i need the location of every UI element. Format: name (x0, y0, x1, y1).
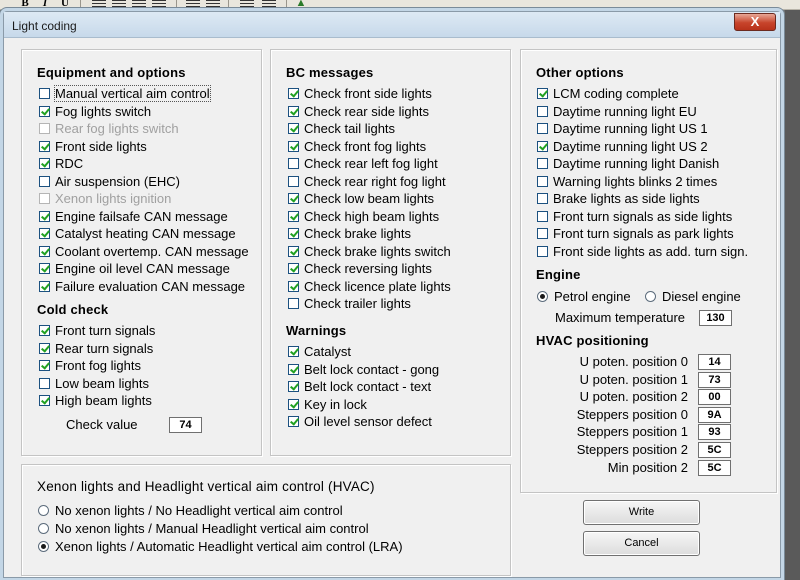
checkbox-label: Coolant overtemp. CAN message (55, 243, 249, 259)
xenon-radio-2[interactable] (38, 520, 369, 537)
xenon-radio-1[interactable] (38, 502, 343, 519)
checkmark-icon (288, 88, 299, 99)
checkbox-label: Manual vertical aim control (55, 86, 210, 101)
petrol-engine-radio[interactable] (537, 288, 631, 305)
max-temp-label: Maximum temperature (555, 310, 686, 325)
checkmark-icon (288, 281, 299, 292)
checkbox-manual-vertical-aim-control[interactable] (39, 85, 210, 102)
checkbox-rdc[interactable] (39, 155, 83, 172)
checkbox-label: Check brake lights (304, 226, 411, 241)
checkbox-label: Engine oil level CAN message (55, 261, 230, 276)
checkbox-check-rear-side-lights[interactable] (288, 103, 429, 120)
checkbox-label: Daytime running light Danish (553, 156, 720, 171)
checkbox-box (537, 228, 548, 239)
checkbox-check-reversing-lights[interactable] (288, 260, 432, 277)
radio-label: Petrol engine (554, 289, 631, 304)
hvac-label-steppers-position-0: Steppers position 0 (576, 406, 688, 422)
checkbox-warning-lights-blinks-2-times[interactable] (537, 173, 717, 190)
checkbox-label: Xenon lights ignition (55, 191, 172, 206)
checkbox-coolant-overtemp-can-message[interactable] (39, 243, 249, 260)
checkbox-label: Check licence plate lights (304, 278, 451, 294)
checkbox-label: Check rear side lights (304, 103, 429, 119)
checkbox-box (39, 176, 50, 187)
bullet-list-icon[interactable] (186, 0, 200, 8)
outdent-icon[interactable] (240, 0, 254, 8)
checkbox-air-suspension-ehc[interactable] (39, 173, 180, 190)
checkmark-icon (39, 325, 50, 336)
diesel-engine-radio[interactable] (645, 288, 741, 305)
hvac-field-steppers-position-1[interactable]: 93 (698, 424, 731, 440)
checkbox-label: Key in lock (304, 396, 367, 412)
toolbar-separator (286, 0, 287, 10)
bc-messages-title: BC messages (286, 65, 374, 80)
checkbox-box (39, 193, 50, 204)
checkmark-icon (288, 106, 299, 117)
checkmark-icon (39, 246, 50, 257)
checkbox-daytime-running-light-us-1[interactable] (537, 120, 708, 137)
checkbox-label: Front side lights (55, 138, 147, 154)
checkbox-label: Failure evaluation CAN message (55, 278, 246, 294)
checkbox-label: High beam lights (55, 393, 152, 408)
checkbox-check-front-side-lights[interactable] (288, 85, 432, 102)
checkmark-icon (288, 364, 299, 375)
checkbox-failure-evaluation-can-message[interactable] (39, 278, 245, 295)
checkbox-box (39, 88, 50, 99)
checkbox-front-turn-signals[interactable] (39, 322, 155, 339)
light-coding-dialog (3, 11, 781, 578)
checkmark-icon (537, 88, 548, 99)
checkmark-icon (39, 158, 50, 169)
checkbox-belt-lock-contact-gong[interactable] (288, 361, 439, 378)
checkbox-label: Check rear right fog light (304, 173, 446, 189)
checkbox-box (39, 378, 50, 389)
checkbox-box (288, 176, 299, 187)
checkbox-label: Check tail lights (304, 121, 396, 136)
checkbox-box (537, 158, 548, 169)
checkbox-label: Front turn signals as side lights (553, 208, 733, 224)
checkbox-high-beam-lights[interactable] (39, 392, 152, 409)
bc-messages-group (270, 49, 511, 456)
checkmark-icon (288, 416, 299, 427)
radio-label: No xenon lights / Manual Headlight vertical aim control (55, 521, 369, 536)
checkmark-icon (288, 193, 299, 204)
cold-check-title: Cold check (37, 302, 109, 317)
other-options-group (520, 49, 777, 493)
equipment-title: Equipment and options (37, 65, 186, 80)
toolbar-separator (228, 0, 229, 10)
cancel-button[interactable]: Cancel (583, 531, 700, 556)
checkbox-check-brake-lights[interactable] (288, 225, 411, 242)
checkbox-catalyst-heating-can-message[interactable] (39, 225, 236, 242)
equipment-group (21, 49, 262, 456)
toolbar-separator (176, 0, 177, 10)
radio-indicator (645, 291, 656, 302)
engine-title: Engine (536, 267, 581, 282)
checkbox-front-turn-signals-as-park-lights[interactable] (537, 225, 734, 242)
checkmark-icon (39, 106, 50, 117)
checkbox-label: Daytime running light US 1 (553, 121, 708, 136)
hvac-label-steppers-position-1: Steppers position 1 (576, 424, 688, 440)
checkbox-label: Front turn signals (55, 323, 156, 338)
checkbox-box (288, 158, 299, 169)
indent-icon[interactable] (262, 0, 276, 8)
checkbox-daytime-running-light-danish[interactable] (537, 155, 719, 172)
italic-button[interactable]: I (42, 0, 48, 9)
editor-toolbar (0, 0, 800, 10)
checkbox-label: Catalyst (304, 344, 351, 359)
check-value-field[interactable]: 74 (169, 417, 202, 433)
checkbox-brake-lights-as-side-lights[interactable] (537, 190, 700, 207)
hvac-label-u-poten-position-1: U poten. position 1 (579, 371, 688, 387)
checkbox-check-tail-lights[interactable] (288, 120, 395, 137)
checkbox-check-licence-plate-lights[interactable] (288, 278, 451, 295)
checkbox-label: Daytime running light US 2 (553, 138, 708, 154)
warnings-title: Warnings (286, 323, 347, 338)
toolbar-separator (80, 0, 81, 10)
checkbox-xenon-lights-ignition (39, 190, 171, 207)
write-button[interactable]: Write (583, 500, 700, 525)
checkbox-label: Check reversing lights (304, 261, 432, 276)
checkmark-icon (39, 141, 50, 152)
checkbox-label: Engine failsafe CAN message (55, 208, 228, 224)
checkmark-icon (288, 346, 299, 357)
radio-indicator (38, 523, 49, 534)
checkbox-label: Low beam lights (55, 375, 149, 391)
checkbox-check-low-beam-lights[interactable] (288, 190, 434, 207)
hvac-field-u-poten-position-1[interactable]: 73 (698, 372, 731, 388)
other-options-title: Other options (536, 65, 624, 80)
align-center-icon[interactable] (112, 0, 126, 8)
checkbox-front-side-lights[interactable] (39, 138, 147, 155)
radio-indicator (38, 505, 49, 516)
checkbox-fog-lights-switch[interactable] (39, 103, 151, 120)
checkmark-icon (288, 263, 299, 274)
checkbox-label: Brake lights as side lights (553, 191, 700, 206)
checkmark-icon (288, 246, 299, 257)
checkbox-label: Oil level sensor defect (304, 414, 432, 429)
xenon-group (21, 464, 511, 576)
checkbox-label: LCM coding complete (553, 86, 679, 101)
checkbox-label: Front side lights as add. turn sign. (553, 243, 749, 259)
checkbox-label: RDC (55, 156, 84, 171)
checkmark-icon (39, 211, 50, 222)
radio-indicator (38, 541, 49, 552)
checkbox-label: Check front side lights (304, 86, 432, 101)
color-icon[interactable]: ▲ (295, 0, 307, 9)
checkbox-box (537, 193, 548, 204)
radio-label: Xenon lights / Automatic Headlight vertical aim control (LRA) (55, 539, 403, 554)
underline-button[interactable]: U (61, 0, 69, 9)
checkbox-box (537, 123, 548, 134)
checkbox-label: Check high beam lights (304, 208, 440, 224)
checkbox-label: Front turn signals as park lights (553, 226, 734, 241)
checkbox-check-front-fog-lights[interactable] (288, 138, 426, 155)
align-right-icon[interactable] (132, 0, 146, 8)
checkbox-daytime-running-light-us-2[interactable] (537, 138, 708, 155)
checkbox-lcm-coding-complete[interactable] (537, 85, 679, 102)
checkmark-icon (288, 141, 299, 152)
checkbox-label: Catalyst heating CAN message (55, 226, 236, 241)
radio-label: Diesel engine (662, 289, 741, 304)
title-bar (4, 12, 780, 38)
checkbox-label: Check front fog lights (304, 138, 427, 154)
checkbox-label: Belt lock contact - gong (304, 361, 440, 377)
hvac-label-steppers-position-2: Steppers position 2 (576, 442, 688, 457)
hvac-field-u-poten-position-2[interactable]: 00 (698, 389, 731, 405)
checkbox-front-side-lights-as-add-turn-sign[interactable] (537, 243, 748, 260)
checkbox-front-fog-lights[interactable] (39, 357, 141, 374)
hvac-label-u-poten-position-2: U poten. position 2 (579, 389, 688, 405)
checkbox-key-in-lock[interactable] (288, 396, 367, 413)
checkbox-label: Air suspension (EHC) (55, 173, 180, 189)
checkbox-check-rear-left-fog-light[interactable] (288, 155, 438, 172)
checkbox-label: Fog lights switch (55, 103, 152, 119)
checkbox-daytime-running-light-eu[interactable] (537, 103, 697, 120)
number-list-icon[interactable] (206, 0, 220, 8)
checkbox-check-rear-right-fog-light[interactable] (288, 173, 446, 190)
checkmark-icon (288, 381, 299, 392)
close-icon: X (750, 14, 760, 29)
window-title: Light coding (12, 19, 77, 33)
background-edge (785, 10, 800, 580)
checkbox-box (537, 106, 548, 117)
checkbox-label: Daytime running light EU (553, 103, 697, 119)
checkbox-label: Front fog lights (55, 358, 141, 373)
checkbox-rear-fog-lights-switch (39, 120, 179, 137)
checkbox-box (288, 298, 299, 309)
hvac-field-steppers-position-0[interactable]: 9A (698, 407, 731, 423)
checkbox-box (537, 211, 548, 222)
xenon-radio-3[interactable] (38, 538, 403, 555)
checkmark-icon (39, 228, 50, 239)
checkbox-check-high-beam-lights[interactable] (288, 208, 439, 225)
max-temp-field[interactable]: 130 (699, 310, 732, 326)
checkbox-catalyst[interactable] (288, 343, 351, 360)
align-left-icon[interactable] (92, 0, 106, 8)
checkbox-label: Check rear left fog light (304, 156, 438, 171)
checkbox-belt-lock-contact-text[interactable] (288, 378, 431, 395)
xenon-title: Xenon lights and Headlight vertical aim control (HVAC) (37, 479, 375, 494)
check-value-label: Check value (66, 417, 138, 432)
checkbox-label: Belt lock contact - text (304, 379, 432, 394)
checkbox-engine-oil-level-can-message[interactable] (39, 260, 230, 277)
checkbox-rear-turn-signals[interactable] (39, 340, 153, 357)
checkbox-check-brake-lights-switch[interactable] (288, 243, 451, 260)
checkmark-icon (39, 395, 50, 406)
checkbox-label: Check low beam lights (304, 191, 435, 206)
checkbox-box (537, 246, 548, 257)
checkmark-icon (288, 399, 299, 410)
hvac-label-min-position-2: Min position 2 (607, 459, 688, 475)
checkbox-label: Rear fog lights switch (55, 121, 179, 136)
hvac-label-u-poten-position-0: U poten. position 0 (579, 354, 688, 369)
checkmark-icon (39, 360, 50, 371)
hvac-field-u-poten-position-0[interactable]: 14 (698, 354, 731, 370)
radio-indicator (537, 291, 548, 302)
checkbox-low-beam-lights[interactable] (39, 375, 149, 392)
align-justify-icon[interactable] (152, 0, 166, 8)
checkbox-box (39, 123, 50, 134)
checkbox-label: Check brake lights switch (304, 243, 451, 259)
hvac-field-min-position-2[interactable]: 5C (698, 460, 731, 476)
checkmark-icon (39, 343, 50, 354)
bold-button[interactable]: B (21, 0, 29, 9)
checkbox-label: Check trailer lights (304, 296, 411, 311)
checkbox-label: Rear turn signals (55, 340, 154, 356)
checkbox-box (537, 176, 548, 187)
checkmark-icon (537, 141, 548, 152)
checkbox-oil-level-sensor-defect[interactable] (288, 413, 432, 430)
hvac-field-steppers-position-2[interactable]: 5C (698, 442, 731, 458)
close-button[interactable] (734, 13, 776, 31)
checkmark-icon (288, 211, 299, 222)
checkbox-front-turn-signals-as-side-lights[interactable] (537, 208, 732, 225)
hvac-positioning-title: HVAC positioning (536, 333, 649, 348)
checkbox-check-trailer-lights[interactable] (288, 295, 411, 312)
checkmark-icon (288, 228, 299, 239)
checkmark-icon (288, 123, 299, 134)
checkbox-engine-failsafe-can-message[interactable] (39, 208, 228, 225)
checkbox-label: Warning lights blinks 2 times (553, 173, 718, 189)
radio-label: No xenon lights / No Headlight vertical aim control (55, 503, 343, 518)
checkmark-icon (39, 281, 50, 292)
checkmark-icon (39, 263, 50, 274)
